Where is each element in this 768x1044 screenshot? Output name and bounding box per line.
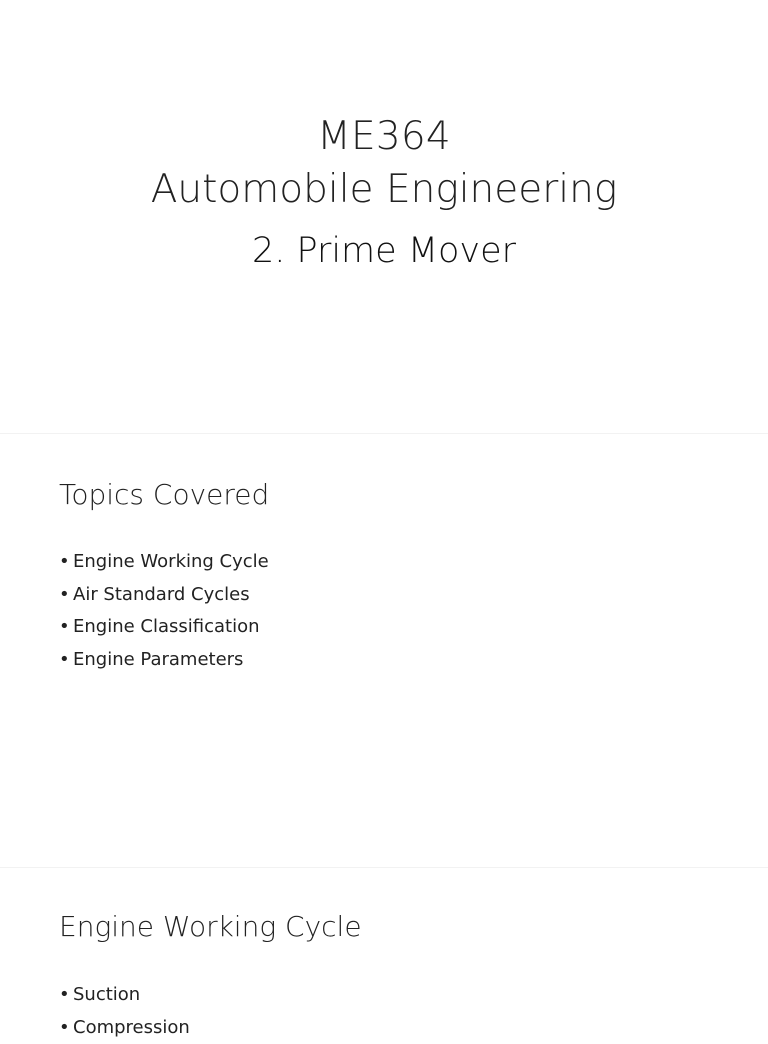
- bullet-icon: •: [59, 546, 73, 579]
- lecture-subtitle: 2. Prime Mover: [0, 231, 768, 271]
- slide-heading: Engine Working Cycle: [59, 910, 362, 943]
- bullet-icon: •: [59, 644, 73, 677]
- bullet-text: Suction: [73, 984, 140, 1005]
- bullet-item: [59, 979, 190, 1012]
- bullet-item: [59, 1012, 190, 1044]
- bullet-item: [59, 644, 269, 677]
- bullet-text: Air Standard Cycles: [73, 584, 250, 605]
- bullet-list: [59, 979, 190, 1044]
- bullet-item: [59, 546, 269, 579]
- bullet-list: [59, 546, 269, 676]
- bullet-icon: •: [59, 611, 73, 644]
- bullet-icon: •: [59, 1012, 73, 1044]
- course-code: ME364: [0, 114, 768, 159]
- slide-heading: Topics Covered: [59, 478, 269, 511]
- bullet-text: Engine Classification: [73, 616, 260, 637]
- engine-cycle-slide: [0, 868, 768, 1024]
- bullet-icon: •: [59, 579, 73, 612]
- title-slide: [0, 0, 768, 433]
- bullet-text: Engine Working Cycle: [73, 551, 269, 572]
- bullet-text: Compression: [73, 1017, 190, 1038]
- bullet-item: [59, 611, 269, 644]
- bullet-text: Engine Parameters: [73, 649, 243, 670]
- course-name: Automobile Engineering: [0, 167, 768, 212]
- bullet-icon: •: [59, 979, 73, 1012]
- bullet-item: [59, 579, 269, 612]
- topics-slide: [0, 434, 768, 867]
